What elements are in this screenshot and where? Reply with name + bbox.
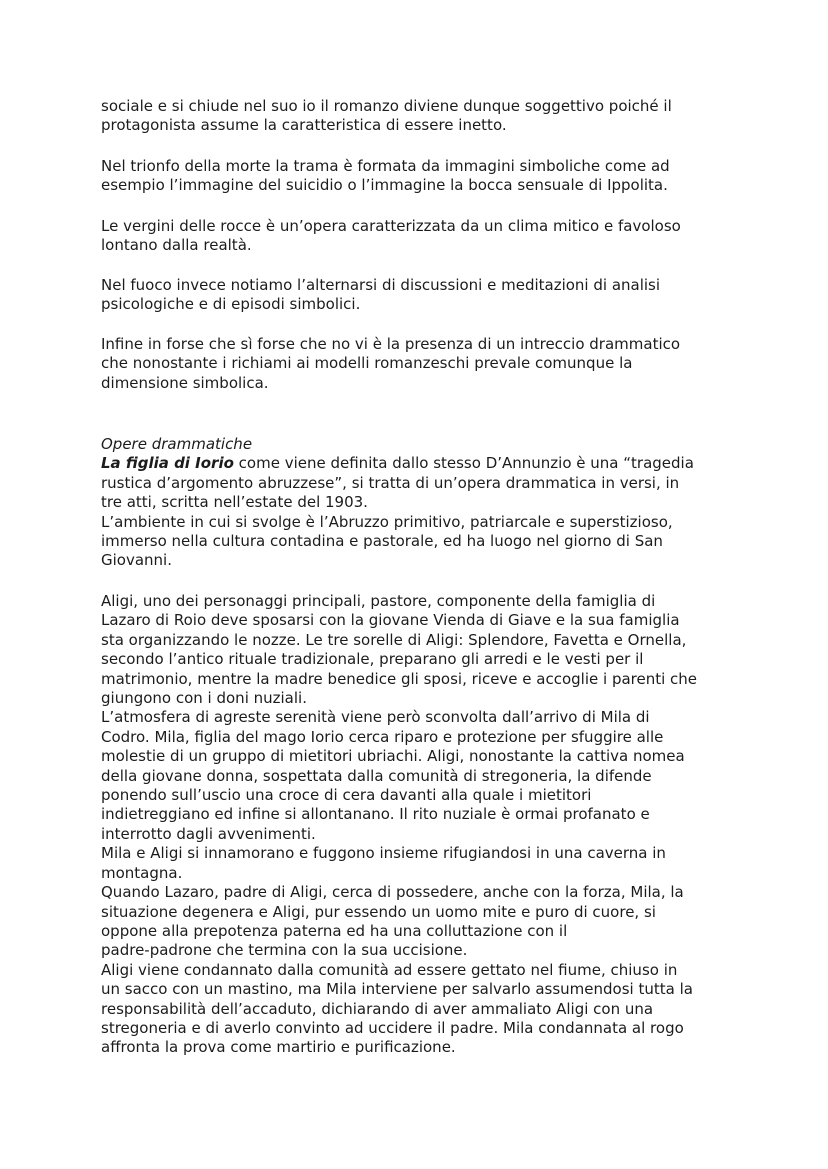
- text-line: sta organizzando le nozze. Le tre sorelle di Aligi: Splendore, Favetta e Ornella,: [101, 630, 687, 649]
- text-line: situazione degenera e Aligi, pur essendo un uomo mite e puro di cuore, si: [101, 902, 656, 921]
- text-line: Le vergini delle rocce è un’opera caratterizzata da un clima mitico e favoloso: [101, 217, 681, 235]
- text-line: Codro. Mila, figlia del mago Iorio cerca riparo e protezione per sfuggire alle: [101, 727, 664, 746]
- text-line: L’ambiente in cui si svolge è l’Abruzzo primitivo, patriarcale e superstizioso,: [101, 512, 673, 531]
- text-line: molestie di un gruppo di mietitori ubriachi. Aligi, nonostante la cattiva nomea: [101, 747, 685, 766]
- paragraph-fuoco: [101, 276, 741, 315]
- text-line: montagna.: [101, 863, 183, 882]
- text-line: psicologiche e di episodi simbolici.: [101, 295, 361, 314]
- text-line: immerso nella cultura contadina e pastorale, ed ha luogo nel giorno di San: [101, 532, 663, 551]
- text-line: esempio l’immagine del suicidio o l’immagine la bocca sensuale di Ippolita.: [101, 176, 668, 195]
- text-line: dimensione simbolica.: [101, 373, 269, 392]
- text-line: affronta la prova come martirio e purificazione.: [101, 1038, 456, 1057]
- text-line: ponendo sull’uscio una croce di cera davanti alla quale i mietitori: [101, 786, 592, 805]
- text-line: tre atti, scritta nell’estate del 1903.: [101, 493, 368, 512]
- text-line: giungono con i doni nuziali.: [101, 689, 307, 708]
- text-line: stregoneria e di averlo convinto ad uccidere il padre. Mila condannata al rogo: [101, 1018, 684, 1037]
- text-line: Infine in forse che sì forse che no vi è la presenza di un intreccio drammatico: [101, 335, 681, 353]
- text-line: Mila e Aligi si innamorano e fuggono insieme rifugiandosi in una caverna in: [101, 844, 666, 863]
- text-line: oppone alla prepotenza paterna ed ha una colluttazione con il: [101, 921, 568, 940]
- text-line: rustica d’argomento abruzzese”, si tratta di un’opera drammatica in versi, in: [101, 473, 680, 492]
- text-line: lontano dalla realtà.: [101, 236, 252, 255]
- text-line: Giovanni.: [101, 551, 172, 570]
- section-opere-drammatiche: [101, 435, 741, 571]
- text-line: Nel trionfo della morte la trama è formata da immagini simboliche come ad: [101, 157, 670, 175]
- text-line: interrotto dagli avvenimenti.: [101, 824, 316, 843]
- text-line: protagonista assume la caratteristica di essere inetto.: [101, 116, 507, 135]
- paragraph-vergini: [101, 217, 741, 256]
- paragraph-forse: [101, 335, 741, 393]
- text-line: indietreggiano ed infine si allontanano. Il rito nuziale è ormai profanato e: [101, 805, 650, 824]
- text-line: secondo l’antico rituale tradizionale, preparano gli arredi e le vesti per il: [101, 650, 644, 669]
- text-line: responsabilità dell’accaduto, dichiarando di aver ammaliato Aligi con una: [101, 999, 654, 1018]
- text-line: che nonostante i richiami ai modelli romanzeschi prevale comunque la: [101, 354, 633, 373]
- text-line: [101, 454, 741, 473]
- text-line: un sacco con un mastino, ma Mila interviene per salvarlo assumendosi tutta la: [101, 980, 693, 999]
- paragraph-trionfo: [101, 157, 741, 196]
- text-line: Aligi, uno dei personaggi principali, pastore, componente della famiglia di: [101, 592, 656, 610]
- text-line: L’atmosfera di agreste serenità viene però sconvolta dall’arrivo di Mila di: [101, 708, 650, 727]
- paragraph-intro: [101, 97, 741, 136]
- text-line: padre-padrone che termina con la sua uccisione.: [101, 941, 468, 960]
- text-line: Quando Lazaro, padre di Aligi, cerca di possedere, anche con la forza, Mila, la: [101, 883, 684, 902]
- paragraph-trama: [101, 592, 741, 1058]
- text-line: Nel fuoco invece notiamo l’alternarsi di discussioni e meditazioni di analisi: [101, 276, 661, 294]
- text-line: della giovane donna, sospettata dalla comunità di stregoneria, la difende: [101, 766, 652, 785]
- text-line: Aligi viene condannato dalla comunità ad essere gettato nel fiume, chiuso in: [101, 960, 678, 979]
- text-line: matrimonio, mentre la madre benedice gli sposi, riceve e accoglie i parenti che: [101, 669, 698, 688]
- section-heading: Opere drammatiche: [101, 435, 253, 453]
- work-title: La figlia di Iorio: [101, 454, 234, 473]
- text-line: sociale e si chiude nel suo io il romanzo diviene dunque soggettivo poiché il: [101, 97, 672, 115]
- text-line: Lazaro di Roio deve sposarsi con la giovane Vienda di Giave e la sua famiglia: [101, 611, 680, 630]
- text-fragment: come viene definita dallo stesso D’Annunzio è una “tragedia: [233, 454, 694, 473]
